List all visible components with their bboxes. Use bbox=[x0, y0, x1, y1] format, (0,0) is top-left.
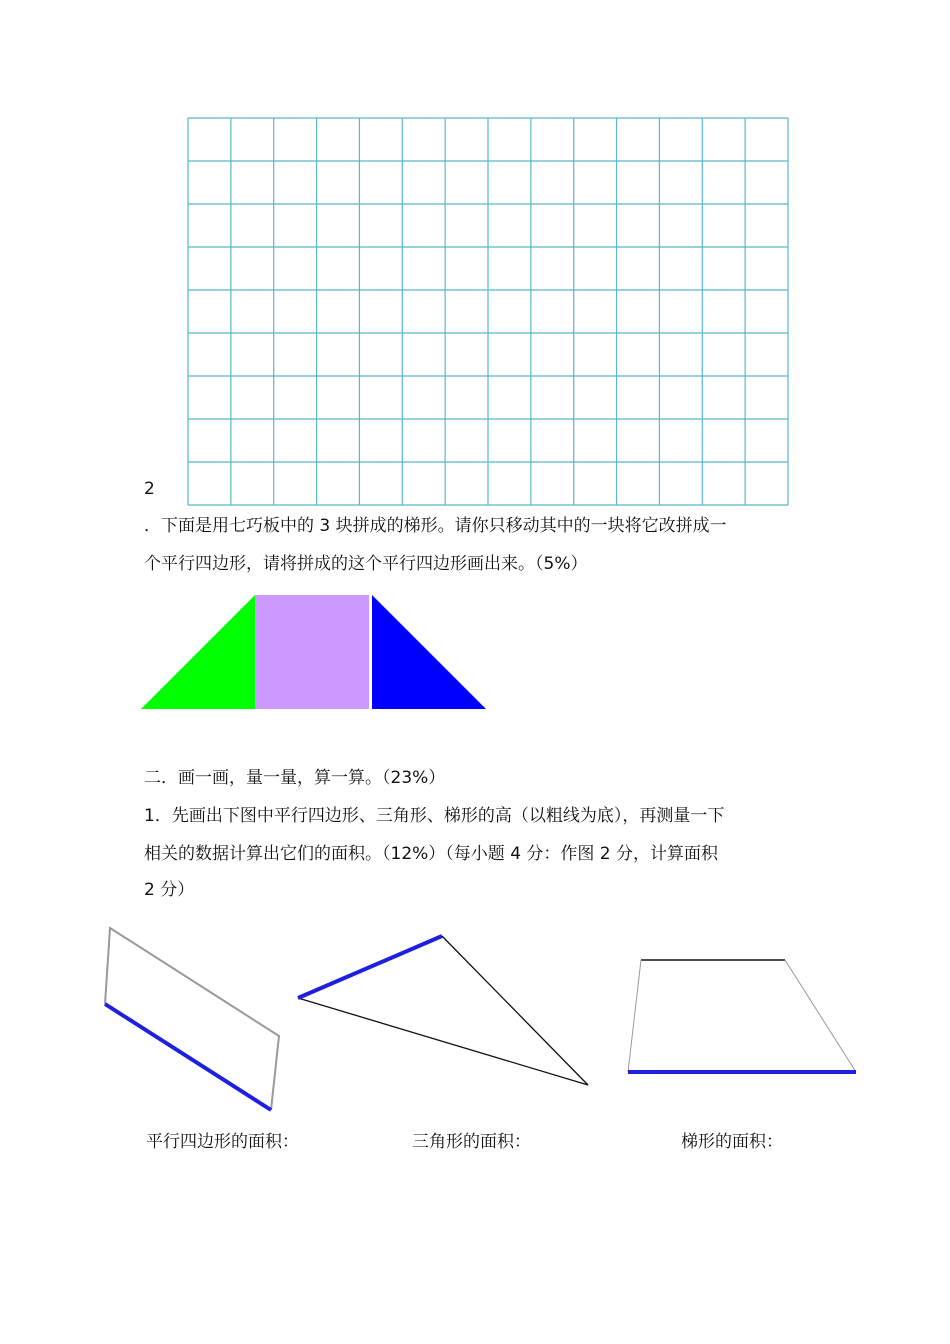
triangle-figure bbox=[298, 936, 588, 1085]
triangle-area-label: 三角形的面积： bbox=[412, 1132, 531, 1152]
question-number: 2 bbox=[144, 479, 155, 499]
parallelogram-figure bbox=[105, 928, 279, 1110]
item1-line2: 相关的数据计算出它们的面积。（12%）（每小题 4 分：作图 2 分，计算面积 bbox=[144, 844, 719, 864]
question-text-line2: 个平行四边形，请将拼成的这个平行四边形画出来。（5%） bbox=[144, 554, 588, 574]
parallelogram-base bbox=[105, 1004, 271, 1110]
item1-line1: 1．先画出下图中平行四边形、三角形、梯形的高（以粗线为底），再测量一下 bbox=[144, 806, 725, 826]
section-heading: 二．画一画，量一量，算一算。（23%） bbox=[144, 768, 446, 788]
trapezoid-right-side bbox=[785, 960, 856, 1072]
trapezoid-area-label: 梯形的面积： bbox=[681, 1132, 783, 1152]
item1-line3: 2 分） bbox=[144, 880, 195, 900]
parallelogram-area-label: 平行四边形的面积： bbox=[146, 1132, 299, 1152]
trapezoid-figure bbox=[628, 960, 856, 1072]
question-text-line1: ．下面是用七巧板中的 3 块拼成的梯形。请你只移动其中的一块将它改拼成一 bbox=[144, 516, 727, 536]
triangle-base bbox=[298, 936, 442, 998]
trapezoid-left-side bbox=[628, 960, 641, 1072]
triangle-outline bbox=[298, 936, 588, 1085]
